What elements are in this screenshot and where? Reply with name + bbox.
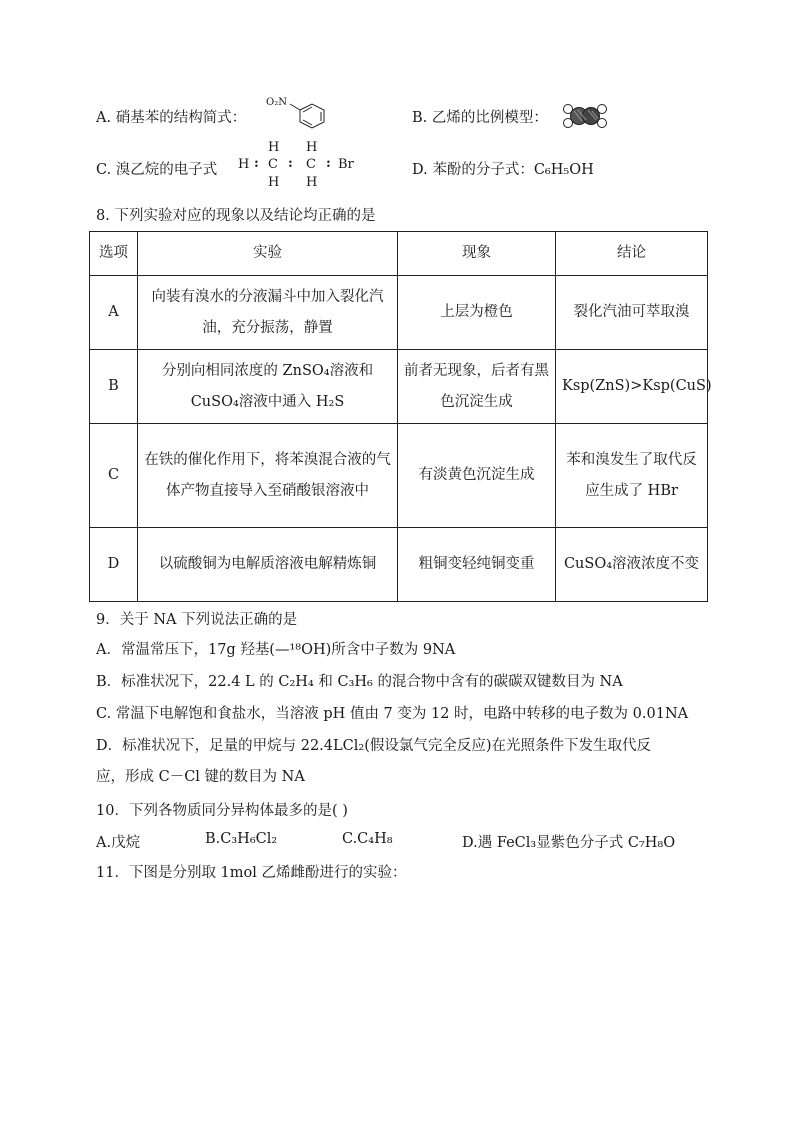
lewis-dots-2: : (288, 156, 293, 171)
q8-table (89, 231, 712, 602)
cell-phenomenon: 前者无现象，后者有黑色沉淀生成 (398, 350, 556, 424)
lewis-h-bottom-1: H (268, 175, 280, 190)
q7-option-d: D. 苯酚的分子式：C₆H₅OH (412, 162, 594, 178)
lewis-c-2: C (306, 157, 316, 172)
cell-conclusion: 裂化汽油可萃取溴 (556, 276, 708, 350)
q7-option-b: B. 乙烯的比例模型： (412, 110, 548, 126)
cell-option: C (90, 424, 138, 528)
cell-conclusion: Ksp(ZnS)>Ksp(CuS) (556, 350, 708, 424)
cell-experiment: 向装有溴水的分液漏斗中加入裂化汽油，充分振荡，静置 (138, 276, 398, 350)
q9-option-d-line2: 应，形成 C－Cl 键的数目为 NA (96, 769, 305, 785)
lewis-dots-1: : (254, 156, 259, 171)
q9-option-d-line1: D．标准状况下，足量的甲烷与 22.4LCl₂(假设氯气完全反应)在光照条件下发生取代反 (96, 738, 652, 754)
table-header-row (90, 232, 708, 276)
cell-option: D (90, 528, 138, 602)
q10-option-b: B.C₃H₆Cl₂ (205, 831, 278, 847)
lewis-c-1: C (268, 157, 278, 172)
ethylene-space-filling-model-icon (560, 101, 610, 131)
q9-stem: 9．关于 NA 下列说法正确的是 (96, 612, 298, 628)
table-row (90, 528, 708, 602)
cell-conclusion: 苯和溴发生了取代反应生成了 HBr (556, 424, 708, 528)
cell-option: A (90, 276, 138, 350)
q9-option-b: B．标准状况下，22.4 L 的 C₂H₄ 和 C₃H₆ 的混合物中含有的碳碳双键数目为 NA (96, 674, 623, 690)
lewis-br: Br (338, 157, 354, 172)
lewis-h-top-2: H (306, 140, 318, 155)
cell-experiment: 分别向相同浓度的 ZnSO₄溶液和 CuSO₄溶液中通入 H₂S (138, 350, 398, 424)
nitro-group-label: O₂N (266, 97, 287, 108)
header-conclusion: 结论 (556, 232, 708, 276)
header-experiment: 实验 (138, 232, 398, 276)
cell-phenomenon: 上层为橙色 (398, 276, 556, 350)
q8-stem: 8. 下列实验对应的现象以及结论均正确的是 (96, 208, 376, 224)
lewis-h-bottom-2: H (306, 175, 318, 190)
bromoethane-lewis-structure (238, 140, 358, 192)
nitrobenzene-structure (266, 95, 338, 131)
header-phenomenon: 现象 (398, 232, 556, 276)
table-row (90, 350, 708, 424)
cell-phenomenon: 有淡黄色沉淀生成 (398, 424, 556, 528)
q10-stem: 10．下列各物质同分异构体最多的是( ) (96, 803, 348, 819)
table-row (90, 424, 708, 528)
table-row (90, 276, 708, 350)
header-option: 选项 (90, 232, 138, 276)
q9-option-a: A．常温常压下，17g 羟基(—¹⁸OH)所含中子数为 9NA (96, 642, 456, 658)
lewis-h-left: H (238, 157, 250, 172)
q10-option-d: D.遇 FeCl₃显紫色分子式 C₇H₈O (462, 835, 676, 851)
q11-stem: 11．下图是分别取 1mol 乙烯雌酚进行的实验： (96, 865, 407, 881)
q10-option-c: C.C₄H₈ (342, 831, 393, 847)
q9-option-c: C. 常温下电解饱和食盐水，当溶液 pH 值由 7 变为 12 时，电路中转移的电子数为 0.01NA (96, 706, 689, 722)
cell-conclusion: CuSO₄溶液浓度不变 (556, 528, 708, 602)
lewis-dots-3: : (326, 156, 331, 171)
q10-option-a: A.戊烷 (96, 835, 141, 851)
cell-experiment: 以硫酸铜为电解质溶液电解精炼铜 (138, 528, 398, 602)
benzene-ring-icon (266, 95, 338, 131)
q7-option-a: A. 硝基苯的结构简式： (96, 110, 247, 126)
q7-option-c: C. 溴乙烷的电子式 (96, 162, 218, 178)
cell-phenomenon: 粗铜变轻纯铜变重 (398, 528, 556, 602)
cell-experiment: 在铁的催化作用下，将苯溴混合液的气体产物直接导入至硝酸银溶液中 (138, 424, 398, 528)
lewis-h-top-1: H (268, 140, 280, 155)
cell-option: B (90, 350, 138, 424)
